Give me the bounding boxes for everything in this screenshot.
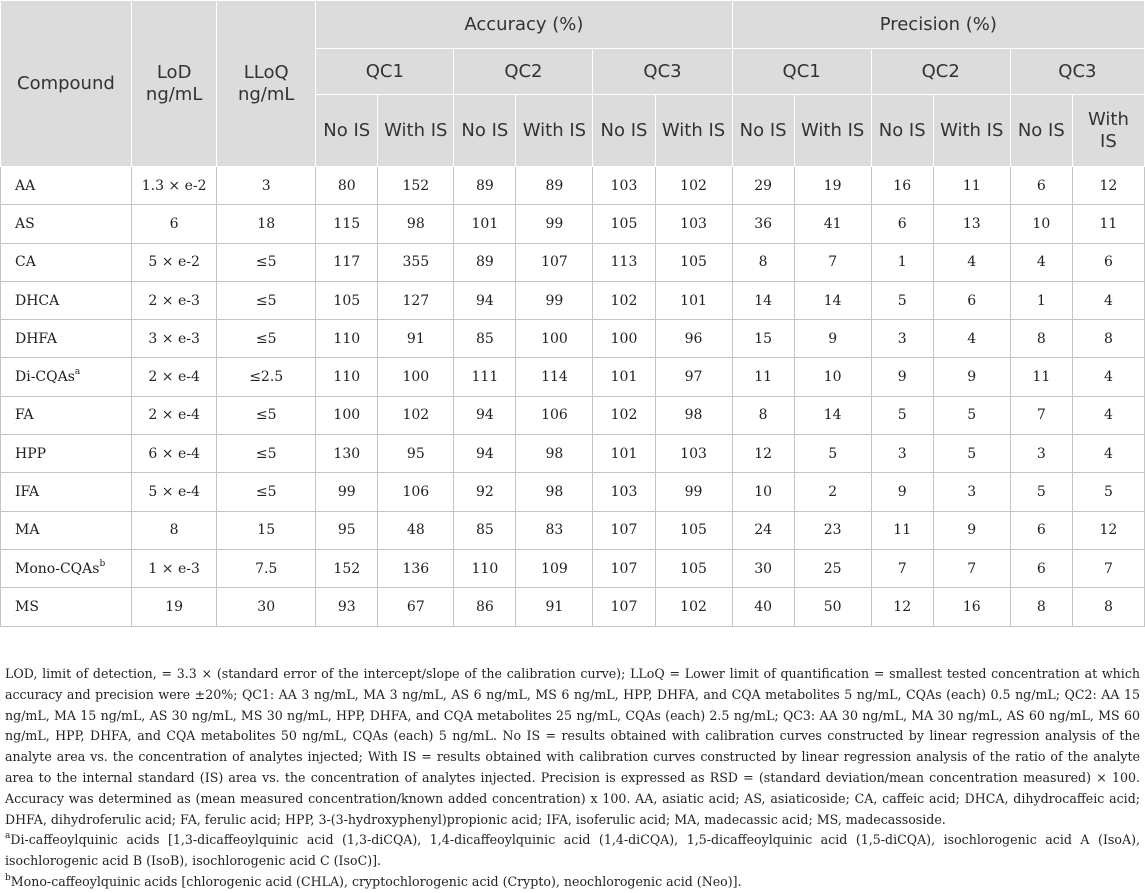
precision-value-cell: 3 (1010, 435, 1072, 473)
table-row (1, 205, 1145, 243)
precision-value-cell: 8 (1010, 320, 1072, 358)
accuracy-value-cell: 100 (516, 320, 593, 358)
header-with-is: With IS (933, 95, 1010, 167)
header-no-is: No IS (1010, 95, 1072, 167)
table-row (1, 320, 1145, 358)
accuracy-value-cell: 107 (516, 243, 593, 281)
table-row (1, 511, 1145, 549)
header-no-is: No IS (593, 95, 655, 167)
precision-value-cell: 12 (1072, 511, 1144, 549)
accuracy-value-cell: 103 (655, 205, 732, 243)
table-row (1, 549, 1145, 587)
precision-value-cell: 7 (794, 243, 871, 281)
accuracy-value-cell: 102 (378, 396, 454, 434)
table-row (1, 588, 1145, 626)
accuracy-value-cell: 107 (593, 511, 655, 549)
accuracy-value-cell: 48 (378, 511, 454, 549)
lod-cell: 3 × e-3 (132, 320, 217, 358)
accuracy-value-cell: 105 (655, 243, 732, 281)
lod-cell: 19 (132, 588, 217, 626)
precision-value-cell: 8 (732, 396, 794, 434)
accuracy-value-cell: 91 (378, 320, 454, 358)
precision-value-cell: 36 (732, 205, 794, 243)
precision-value-cell: 7 (1072, 549, 1144, 587)
precision-value-cell: 9 (794, 320, 871, 358)
precision-value-cell: 10 (794, 358, 871, 396)
lloq-cell: ≤5 (217, 281, 316, 319)
accuracy-value-cell: 85 (454, 511, 516, 549)
table-row (1, 396, 1145, 434)
accuracy-value-cell: 101 (655, 281, 732, 319)
precision-value-cell: 7 (933, 549, 1010, 587)
accuracy-value-cell: 103 (655, 435, 732, 473)
precision-value-cell: 10 (732, 473, 794, 511)
accuracy-value-cell: 105 (316, 281, 378, 319)
accuracy-value-cell: 89 (454, 243, 516, 281)
precision-value-cell: 4 (1072, 281, 1144, 319)
precision-value-cell: 50 (794, 588, 871, 626)
table-footnotes (5, 664, 1140, 893)
accuracy-value-cell: 113 (593, 243, 655, 281)
compound-cell (1, 511, 132, 549)
compound-cell (1, 435, 132, 473)
header-precision-qc3: QC3 (1010, 49, 1144, 95)
accuracy-value-cell: 99 (516, 205, 593, 243)
accuracy-value-cell: 92 (454, 473, 516, 511)
compound-cell (1, 549, 132, 587)
accuracy-value-cell: 152 (316, 549, 378, 587)
precision-value-cell: 2 (794, 473, 871, 511)
footnote-a-text: Di-caffeoylquinic acids [1,3-dicaffeoylquinic acid (1,3-diCQA), 1,4-dicaffeoylquinic acid (1,4-diCQA), 1,5-dicaffeoylquinic acid (1,5-diCQA), isochlorogenic acid A (IsoA), isochlorogenic acid B (IsoB), isochlorogenic acid C (IsoC)]. (5, 832, 1140, 869)
table-row (1, 281, 1145, 319)
compound-name: DHFA (15, 330, 58, 347)
header-with-is: With IS (516, 95, 593, 167)
precision-value-cell: 10 (1010, 205, 1072, 243)
compound-name: DHCA (15, 292, 60, 309)
lloq-cell: ≤5 (217, 243, 316, 281)
compound-name: MS (15, 598, 39, 615)
compound-name: AA (15, 177, 36, 194)
lloq-cell: 7.5 (217, 549, 316, 587)
precision-value-cell: 16 (871, 167, 933, 205)
precision-value-cell: 41 (794, 205, 871, 243)
header-with-is: With IS (378, 95, 454, 167)
precision-value-cell: 8 (1072, 588, 1144, 626)
compound-cell (1, 320, 132, 358)
accuracy-value-cell: 95 (378, 435, 454, 473)
lloq-cell: ≤5 (217, 396, 316, 434)
lod-cell: 2 × e-4 (132, 396, 217, 434)
accuracy-value-cell: 105 (655, 511, 732, 549)
accuracy-value-cell: 99 (316, 473, 378, 511)
accuracy-value-cell: 100 (378, 358, 454, 396)
header-no-is: No IS (871, 95, 933, 167)
header-compound: Compound (1, 1, 132, 167)
precision-value-cell: 4 (1072, 396, 1144, 434)
accuracy-value-cell: 96 (655, 320, 732, 358)
header-with-is: With IS (1072, 95, 1144, 167)
lod-cell: 6 (132, 205, 217, 243)
accuracy-value-cell: 91 (516, 588, 593, 626)
accuracy-value-cell: 99 (516, 281, 593, 319)
precision-value-cell: 9 (933, 358, 1010, 396)
precision-value-cell: 40 (732, 588, 794, 626)
precision-value-cell: 14 (732, 281, 794, 319)
precision-value-cell: 9 (871, 473, 933, 511)
accuracy-value-cell: 100 (316, 396, 378, 434)
accuracy-value-cell: 115 (316, 205, 378, 243)
precision-value-cell: 5 (871, 281, 933, 319)
precision-value-cell: 11 (933, 167, 1010, 205)
lloq-cell: 15 (217, 511, 316, 549)
compound-cell (1, 167, 132, 205)
table-row (1, 473, 1145, 511)
accuracy-value-cell: 101 (454, 205, 516, 243)
accuracy-value-cell: 86 (454, 588, 516, 626)
precision-value-cell: 11 (871, 511, 933, 549)
footnote-a-mark: a (5, 831, 11, 842)
precision-value-cell: 15 (732, 320, 794, 358)
accuracy-value-cell: 100 (593, 320, 655, 358)
precision-value-cell: 6 (1010, 167, 1072, 205)
accuracy-value-cell: 99 (655, 473, 732, 511)
accuracy-value-cell: 94 (454, 281, 516, 319)
accuracy-value-cell: 102 (655, 588, 732, 626)
header-lod: LoD ng/mL (132, 1, 217, 167)
header-precision: Precision (%) (732, 1, 1144, 49)
accuracy-value-cell: 67 (378, 588, 454, 626)
precision-value-cell: 8 (732, 243, 794, 281)
compound-cell (1, 281, 132, 319)
header-precision-qc2: QC2 (871, 49, 1010, 95)
precision-value-cell: 12 (1072, 167, 1144, 205)
accuracy-value-cell: 103 (593, 473, 655, 511)
table-body (1, 167, 1145, 627)
precision-value-cell: 6 (1072, 243, 1144, 281)
precision-value-cell: 6 (871, 205, 933, 243)
precision-value-cell: 4 (1072, 358, 1144, 396)
header-no-is: No IS (316, 95, 378, 167)
accuracy-value-cell: 89 (454, 167, 516, 205)
precision-value-cell: 5 (1072, 473, 1144, 511)
accuracy-value-cell: 117 (316, 243, 378, 281)
precision-value-cell: 5 (933, 435, 1010, 473)
precision-value-cell: 1 (1010, 281, 1072, 319)
compound-cell (1, 358, 132, 396)
footnote-marker: a (74, 367, 81, 378)
lod-cell: 6 × e-4 (132, 435, 217, 473)
precision-value-cell: 4 (1072, 435, 1144, 473)
precision-value-cell: 5 (1010, 473, 1072, 511)
header-lloq: LLoQ ng/mL (217, 1, 316, 167)
accuracy-value-cell: 102 (593, 281, 655, 319)
accuracy-value-cell: 106 (378, 473, 454, 511)
precision-value-cell: 29 (732, 167, 794, 205)
compound-name: Di-CQAs (15, 369, 75, 386)
precision-value-cell: 4 (933, 243, 1010, 281)
footnote-b (5, 872, 1140, 893)
footnote-main: LOD, limit of detection, = 3.3 × (standard error of the intercept/slope of the calibration curve); LLoQ = Lower limit of quantification = smallest tested concentration at which accuracy and precision were ±20%; QC1: AA 3 ng/mL, MA 3 ng/mL, AS 6 ng/mL, MS 6 ng/mL, HPP, DHFA, and CQA metabolites 5 ng/mL, CQAs (each) 0.5 ng/mL; QC2: AA 15 ng/mL, MA 15 ng/mL, AS 30 ng/mL, MS 30 ng/mL, HPP, DHFA, and CQA metabolites 25 ng/mL, CQAs (each) 2.5 ng/mL; QC3: AA 30 ng/mL, MA 30 ng/mL, AS 60 ng/mL, MS 60 ng/mL, HPP, DHFA, and CQA metabolites 50 ng/mL, CQAs (each) 5 ng/mL. No IS = results obtained with calibration curves constructed by linear regression analysis of the analyte area vs. the concentration of analytes injected; With IS = results obtained with calibration curves constructed by linear regression analysis of the ratio of the analyte area to the internal standard (IS) area vs. the concentration of analytes injected. Precision is expressed as RSD = (standard deviation/mean concentration measured) × 100. Accuracy was determined as (mean measured concentration/known added concentration) x 100. AA, asiatic acid; AS, asiaticoside; CA, caffeic acid; DHCA, dihydrocaffeic acid; DHFA, dihydroferulic acid; FA, ferulic acid; HPP, 3-(3-hydroxyphenyl)propionic acid; IFA, isoferulic acid; MA, madecassic acid; MS, madecassoside. (5, 666, 1140, 827)
header-accuracy-qc3: QC3 (593, 49, 732, 95)
precision-value-cell: 11 (1010, 358, 1072, 396)
lloq-cell: 18 (217, 205, 316, 243)
precision-value-cell: 25 (794, 549, 871, 587)
precision-value-cell: 5 (933, 396, 1010, 434)
lod-cell: 2 × e-3 (132, 281, 217, 319)
accuracy-value-cell: 98 (516, 435, 593, 473)
precision-value-cell: 9 (933, 511, 1010, 549)
precision-value-cell: 6 (1010, 549, 1072, 587)
precision-value-cell: 3 (871, 320, 933, 358)
table-row (1, 243, 1145, 281)
footnote-b-text: Mono-caffeoylquinic acids [chlorogenic acid (CHLA), cryptochlorogenic acid (Crypto), neochlorogenic acid (Neo)]. (10, 873, 742, 889)
compound-cell (1, 588, 132, 626)
lloq-cell: ≤2.5 (217, 358, 316, 396)
accuracy-value-cell: 130 (316, 435, 378, 473)
accuracy-value-cell: 107 (593, 588, 655, 626)
precision-value-cell: 12 (871, 588, 933, 626)
precision-value-cell: 14 (794, 281, 871, 319)
lloq-cell: ≤5 (217, 473, 316, 511)
precision-value-cell: 5 (794, 435, 871, 473)
header-no-is: No IS (732, 95, 794, 167)
lloq-cell: ≤5 (217, 435, 316, 473)
accuracy-value-cell: 98 (516, 473, 593, 511)
header-with-is: With IS (655, 95, 732, 167)
accuracy-value-cell: 111 (454, 358, 516, 396)
accuracy-value-cell: 98 (655, 396, 732, 434)
compound-name: MA (15, 522, 40, 539)
precision-value-cell: 23 (794, 511, 871, 549)
footnote-b-mark: b (5, 872, 11, 883)
accuracy-value-cell: 97 (655, 358, 732, 396)
precision-value-cell: 11 (732, 358, 794, 396)
accuracy-value-cell: 105 (655, 549, 732, 587)
accuracy-value-cell: 114 (516, 358, 593, 396)
lloq-cell: 3 (217, 167, 316, 205)
precision-value-cell: 19 (794, 167, 871, 205)
accuracy-value-cell: 98 (378, 205, 454, 243)
header-accuracy-qc2: QC2 (454, 49, 593, 95)
accuracy-value-cell: 94 (454, 396, 516, 434)
accuracy-value-cell: 355 (378, 243, 454, 281)
precision-value-cell: 4 (933, 320, 1010, 358)
accuracy-value-cell: 107 (593, 549, 655, 587)
table-row (1, 435, 1145, 473)
compound-name: AS (15, 215, 35, 232)
header-with-is: With IS (794, 95, 871, 167)
compound-cell (1, 396, 132, 434)
accuracy-value-cell: 109 (516, 549, 593, 587)
accuracy-value-cell: 110 (454, 549, 516, 587)
precision-value-cell: 30 (732, 549, 794, 587)
accuracy-value-cell: 94 (454, 435, 516, 473)
accuracy-value-cell: 110 (316, 320, 378, 358)
compound-name: FA (15, 407, 34, 424)
precision-value-cell: 6 (1010, 511, 1072, 549)
precision-value-cell: 24 (732, 511, 794, 549)
accuracy-value-cell: 106 (516, 396, 593, 434)
accuracy-value-cell: 101 (593, 358, 655, 396)
lod-cell: 5 × e-4 (132, 473, 217, 511)
lod-cell: 5 × e-2 (132, 243, 217, 281)
compound-cell (1, 473, 132, 511)
lloq-cell: 30 (217, 588, 316, 626)
lloq-cell: ≤5 (217, 320, 316, 358)
precision-value-cell: 4 (1010, 243, 1072, 281)
footnote-a (5, 830, 1140, 872)
precision-value-cell: 3 (933, 473, 1010, 511)
lod-cell: 8 (132, 511, 217, 549)
precision-value-cell: 6 (933, 281, 1010, 319)
precision-value-cell: 3 (871, 435, 933, 473)
precision-value-cell: 16 (933, 588, 1010, 626)
lod-cell: 2 × e-4 (132, 358, 217, 396)
accuracy-value-cell: 102 (655, 167, 732, 205)
compound-cell (1, 205, 132, 243)
accuracy-value-cell: 110 (316, 358, 378, 396)
precision-value-cell: 8 (1010, 588, 1072, 626)
lod-cell: 1.3 × e-2 (132, 167, 217, 205)
accuracy-value-cell: 83 (516, 511, 593, 549)
table-row (1, 358, 1145, 396)
precision-value-cell: 9 (871, 358, 933, 396)
accuracy-value-cell: 80 (316, 167, 378, 205)
precision-value-cell: 8 (1072, 320, 1144, 358)
compound-name: CA (15, 254, 36, 271)
precision-value-cell: 7 (1010, 396, 1072, 434)
accuracy-value-cell: 93 (316, 588, 378, 626)
accuracy-value-cell: 89 (516, 167, 593, 205)
accuracy-value-cell: 85 (454, 320, 516, 358)
accuracy-value-cell: 101 (593, 435, 655, 473)
compound-cell (1, 243, 132, 281)
header-accuracy-qc1: QC1 (316, 49, 454, 95)
header-accuracy: Accuracy (%) (316, 1, 732, 49)
precision-value-cell: 7 (871, 549, 933, 587)
accuracy-value-cell: 136 (378, 549, 454, 587)
precision-value-cell: 1 (871, 243, 933, 281)
accuracy-value-cell: 152 (378, 167, 454, 205)
precision-value-cell: 5 (871, 396, 933, 434)
accuracy-value-cell: 105 (593, 205, 655, 243)
table-row (1, 167, 1145, 205)
lod-cell: 1 × e-3 (132, 549, 217, 587)
table-header (1, 1, 1145, 167)
precision-value-cell: 11 (1072, 205, 1144, 243)
footnote-marker: b (99, 558, 106, 569)
header-precision-qc1: QC1 (732, 49, 871, 95)
precision-value-cell: 14 (794, 396, 871, 434)
accuracy-value-cell: 102 (593, 396, 655, 434)
compound-name: HPP (15, 445, 47, 462)
compound-name: IFA (15, 484, 40, 501)
precision-value-cell: 12 (732, 435, 794, 473)
accuracy-value-cell: 103 (593, 167, 655, 205)
accuracy-value-cell: 127 (378, 281, 454, 319)
compound-name: Mono-CQAs (15, 560, 100, 577)
precision-value-cell: 13 (933, 205, 1010, 243)
header-no-is: No IS (454, 95, 516, 167)
accuracy-value-cell: 95 (316, 511, 378, 549)
